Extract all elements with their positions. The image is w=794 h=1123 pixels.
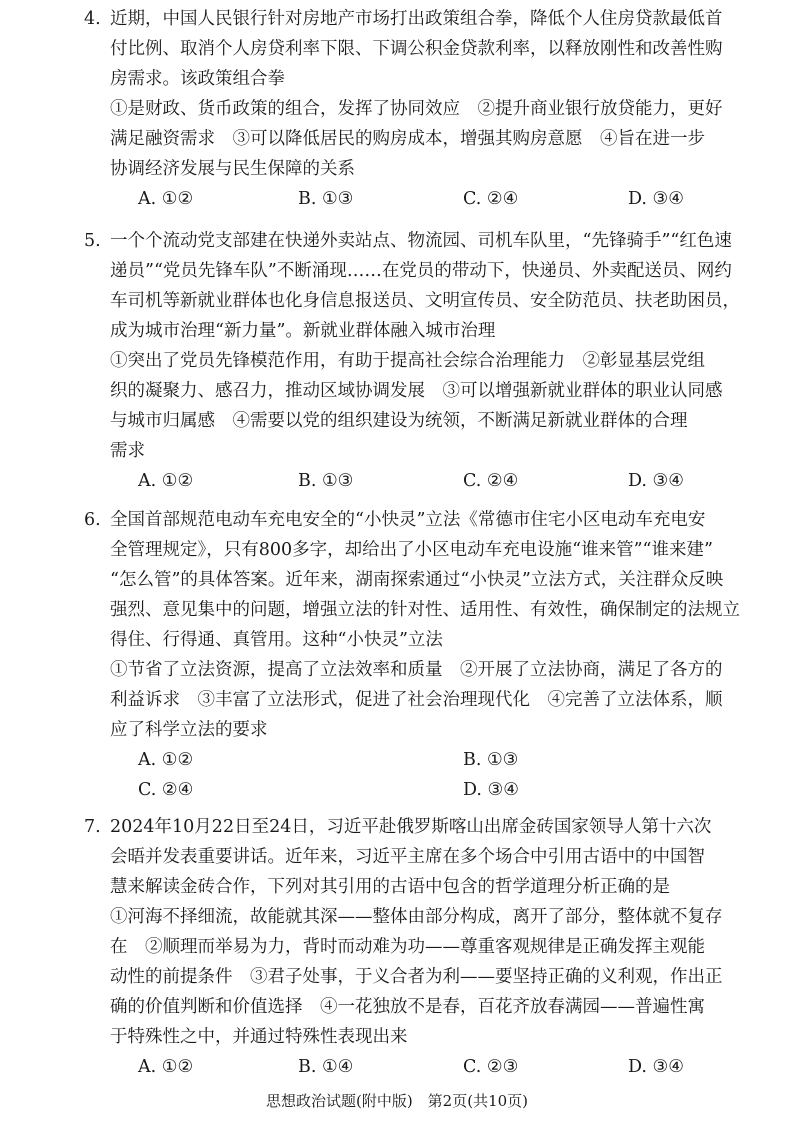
- option-c[interactable]: C. ②④: [463, 471, 519, 491]
- option-b[interactable]: B. ①③: [298, 189, 354, 209]
- option-b[interactable]: B. ①④: [298, 1057, 354, 1077]
- option-c[interactable]: C. ②④: [463, 189, 519, 209]
- question-stem-line: 全管理规定》，只有800多字，却给出了小区电动车充电设施“谁来管”“谁来建”: [110, 540, 713, 560]
- option-d[interactable]: D. ③④: [628, 1057, 684, 1077]
- question-4: [84, 4, 770, 214]
- question-number: 6.: [84, 510, 101, 530]
- option-b[interactable]: B. ①③: [463, 750, 519, 770]
- question-number: 5.: [84, 231, 101, 251]
- statement-line: 满足融资需求 ③可以降低居民的购房成本，增强其购房意愿 ④旨在进一步: [110, 129, 705, 149]
- statement-line: ①河海不择细流，故能就其深——整体由部分构成，离开了部分，整体就不复存: [110, 907, 723, 927]
- question-6: [84, 505, 770, 805]
- statement-line: ①突出了党员先锋模范作用，有助于提高社会综合治理能力 ②彰显基层党组: [110, 351, 705, 371]
- answer-options-row-2: [110, 775, 770, 805]
- statement-line: 协调经济发展与民生保障的关系: [110, 159, 355, 179]
- answer-options: [110, 466, 770, 496]
- question-stem-line: 成为城市治理“新力量”。新就业群体融入城市治理: [110, 321, 496, 341]
- option-d[interactable]: D. ③④: [463, 780, 519, 800]
- question-stem-line: 会晤并发表重要讲话。近年来，习近平主席在多个场合中引用古语中的中国智: [110, 847, 705, 867]
- option-c[interactable]: C. ②④: [138, 780, 194, 800]
- statement-line: 在 ②顺理而举易为力，背时而动难为功——尊重客观规律是正确发挥主观能: [110, 937, 705, 957]
- statement-line: 动性的前提条件 ③君子处事，于义合者为利——要坚持正确的义利观，作出正: [110, 967, 723, 987]
- question-stem-line: 4. 近期，中国人民银行针对房地产市场打出政策组合拳，降低个人住房贷款最低首: [110, 4, 770, 34]
- question-stem-line: 得住、行得通、真管用。这种“小快灵”立法: [110, 630, 443, 650]
- statement-line: 与城市归属感 ④需要以党的组织建设为统领，不断满足新就业群体的合理: [110, 411, 688, 431]
- option-d[interactable]: D. ③④: [628, 189, 684, 209]
- statement-line: 需求: [110, 441, 145, 461]
- statement-line: 利益诉求 ③丰富了立法形式，促进了社会治理现代化 ④完善了立法体系，顺: [110, 690, 723, 710]
- option-c[interactable]: C. ②③: [463, 1057, 519, 1077]
- statement-line: ①是财政、货币政策的组合，发挥了协同效应 ②提升商业银行放贷能力，更好: [110, 99, 723, 119]
- statement-line: ①节省了立法资源，提高了立法效率和质量 ②开展了立法协商，满足了各方的: [110, 660, 723, 680]
- question-number: 4.: [84, 9, 101, 29]
- statement-line: 于特殊性之中，并通过特殊性表现出来: [110, 1027, 408, 1047]
- answer-options: [110, 1052, 770, 1082]
- statement-line: 确的价值判断和价值选择 ④一花独放不是春，百花齐放春满园——普遍性寓: [110, 997, 705, 1017]
- question-stem-line: 5. 一个个流动党支部建在快递外卖站点、物流园、司机车队里，“先锋骑手”“红色速: [110, 226, 770, 256]
- question-number: 7.: [84, 817, 101, 837]
- question-stem-line: 强烈、意见集中的问题，增强立法的针对性、适用性、有效性，确保制定的法规立: [110, 600, 740, 620]
- page-footer: 思想政治试题(附中版) 第2页(共10页): [265, 1092, 529, 1110]
- question-7: [84, 812, 770, 1082]
- option-a[interactable]: A. ①②: [138, 1057, 194, 1077]
- question-stem-line: 递员”“党员先锋车队”不断涌现……在党员的带动下，快递员、外卖配送员、网约: [110, 261, 732, 281]
- statement-line: 织的凝聚力、感召力，推动区域协调发展 ③可以增强新就业群体的职业认同感: [110, 381, 723, 401]
- option-b[interactable]: B. ①③: [298, 471, 354, 491]
- answer-options-row-1: [110, 745, 770, 775]
- option-a[interactable]: A. ①②: [138, 189, 194, 209]
- question-stem-line: 7. 2024年10月22日至24日，习近平赴俄罗斯喀山出席金砖国家领导人第十六次: [110, 812, 770, 842]
- question-stem-line: 6. 全国首部规范电动车充电安全的“小快灵”立法《常德市住宅小区电动车充电安: [110, 505, 770, 535]
- option-a[interactable]: A. ①②: [138, 750, 194, 770]
- option-d[interactable]: D. ③④: [628, 471, 684, 491]
- question-stem-line: 房需求。该政策组合拳: [110, 69, 285, 89]
- question-stem-line: 付比例、取消个人房贷利率下限、下调公积金贷款利率，以释放刚性和改善性购: [110, 39, 723, 59]
- answer-options: [110, 184, 770, 214]
- question-5: [84, 226, 770, 496]
- option-a[interactable]: A. ①②: [138, 471, 194, 491]
- question-stem-line: “怎么管”的具体答案。近年来，湖南探索通过“小快灵”立法方式，关注群众反映: [110, 570, 724, 590]
- statement-line: 应了科学立法的要求: [110, 720, 268, 740]
- question-stem-line: 慧来解读金砖合作，下列对其引用的古语中包含的哲学道理分析正确的是: [110, 877, 670, 897]
- question-stem-line: 车司机等新就业群体也化身信息报送员、文明宣传员、安全防范员、扶老助困员，: [110, 291, 740, 311]
